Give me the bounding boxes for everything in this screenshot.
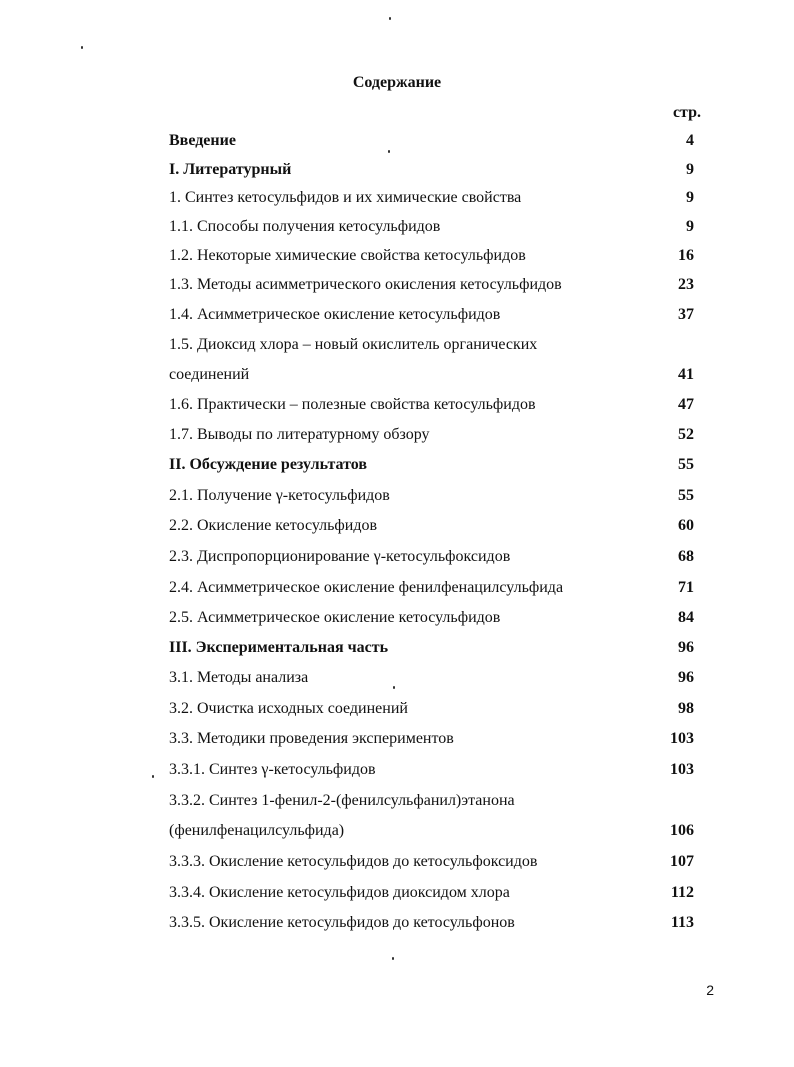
toc-row [169,817,694,845]
toc-entry-page: 96 [678,669,694,686]
toc-entry-label: 3.3.2. Синтез 1-фенил-2-(фенилсульфанил)этанона [169,792,515,809]
toc-row [169,512,694,540]
toc-entry-label: 1.3. Методы асимметрического окисления кетосульфидов [169,276,562,293]
toc-entry-label: 3.3.4. Окисление кетосульфидов диоксидом хлора [169,884,510,901]
toc-entry-page: 47 [678,396,694,413]
toc-row [169,604,694,632]
toc-entry-label: Введение [169,132,236,149]
scan-speck [388,150,390,153]
toc-entry-label: 2.4. Асимметрическое окисление фенилфенацилсульфида [169,579,564,596]
toc-row [169,421,694,449]
toc-row [169,213,694,241]
toc-entry-page: 84 [678,609,694,626]
toc-entry-label: 3.2. Очистка исходных соединений [169,700,408,717]
toc-entry-page: 98 [678,700,694,717]
toc-row [169,848,694,876]
toc-row [169,184,694,212]
toc-row [169,664,694,692]
toc-entry-page: 9 [686,218,694,235]
toc-row [169,787,694,815]
page-column-label: стр. [672,104,701,121]
toc-row [169,879,694,907]
scan-speck [392,957,394,960]
toc-entry-label: 3.3.1. Синтез γ-кетосульфидов [169,761,376,778]
toc-row [169,156,694,184]
toc-entry-page: 9 [686,161,694,178]
toc-entry-label: 3.3.5. Окисление кетосульфидов до кетосульфонов [169,914,515,931]
toc-row [169,725,694,753]
scan-speck [389,17,391,20]
toc-row [169,909,694,937]
toc-entry-label: 1.1. Способы получения кетосульфидов [169,218,441,235]
toc-entry-label: 2.1. Получение γ-кетосульфидов [169,487,390,504]
toc-entry-label: I. Литературный [169,161,292,178]
toc-entry-page: 107 [670,853,694,870]
toc-row [169,391,694,419]
toc-entry-page: 9 [686,189,694,206]
toc-row [169,271,694,299]
toc-entry-label: III. Экспериментальная часть [169,639,389,656]
toc-entry-page: 68 [678,548,694,565]
toc-entry-page: 106 [670,822,694,839]
toc-entry-label: 1.6. Практически – полезные свойства кетосульфидов [169,396,536,413]
toc-entry-page: 113 [670,914,694,931]
toc-row [169,574,694,602]
scan-speck [393,686,395,689]
toc-row [169,331,694,359]
toc-entry-label: 1.5. Диоксид хлора – новый окислитель органических [169,336,538,353]
toc-entry-label: 2.5. Асимметрическое окисление кетосульфидов [169,609,501,626]
toc-row [169,634,694,662]
toc-entry-page: 23 [678,276,694,293]
page-title: Содержание [352,74,442,91]
toc-entry-label: 1. Синтез кетосульфидов и их химические свойства [169,189,522,206]
toc-entry-label: II. Обсуждение результатов [169,456,367,473]
toc-entry-page: 71 [678,579,694,596]
toc-row [169,127,694,155]
scan-speck [81,46,83,49]
toc-row [169,695,694,723]
toc-entry-page: 103 [670,761,694,778]
toc-row [169,543,694,571]
toc-row [169,451,694,479]
toc-row [169,242,694,270]
page-number: 2 [706,982,714,998]
toc-entry-label: 1.4. Асимметрическое окисление кетосульфидов [169,306,501,323]
toc-entry-page: 96 [678,639,694,656]
toc-entry-page: 41 [678,366,694,383]
toc-row [169,301,694,329]
toc-entry-label: (фенилфенацилсульфида) [169,822,345,839]
scan-speck [152,775,154,778]
toc-row [169,482,694,510]
toc-entry-label: соединений [169,366,250,383]
toc-entry-label: 2.3. Диспропорционирование γ-кетосульфоксидов [169,548,511,565]
toc-entry-page: 103 [670,730,694,747]
toc-entry-page: 52 [678,426,694,443]
toc-row [169,756,694,784]
toc-entry-label: 2.2. Окисление кетосульфидов [169,517,378,534]
toc-entry-label: 3.3.3. Окисление кетосульфидов до кетосульфоксидов [169,853,538,870]
toc-entry-page: 60 [678,517,694,534]
toc-entry-page: 55 [678,487,694,504]
toc-entry-page: 55 [678,456,694,473]
toc-entry-label: 3.3. Методики проведения экспериментов [169,730,454,747]
toc-entry-page: 4 [686,132,694,149]
toc-entry-page: 16 [678,247,694,264]
toc-entry-page: 37 [678,306,694,323]
toc-entry-label: 3.1. Методы анализа [169,669,309,686]
toc-entry-label: 1.7. Выводы по литературному обзору [169,426,430,443]
toc-row [169,361,694,389]
toc-entry-label: 1.2. Некоторые химические свойства кетосульфидов [169,247,526,264]
toc-entry-page: 112 [670,884,694,901]
